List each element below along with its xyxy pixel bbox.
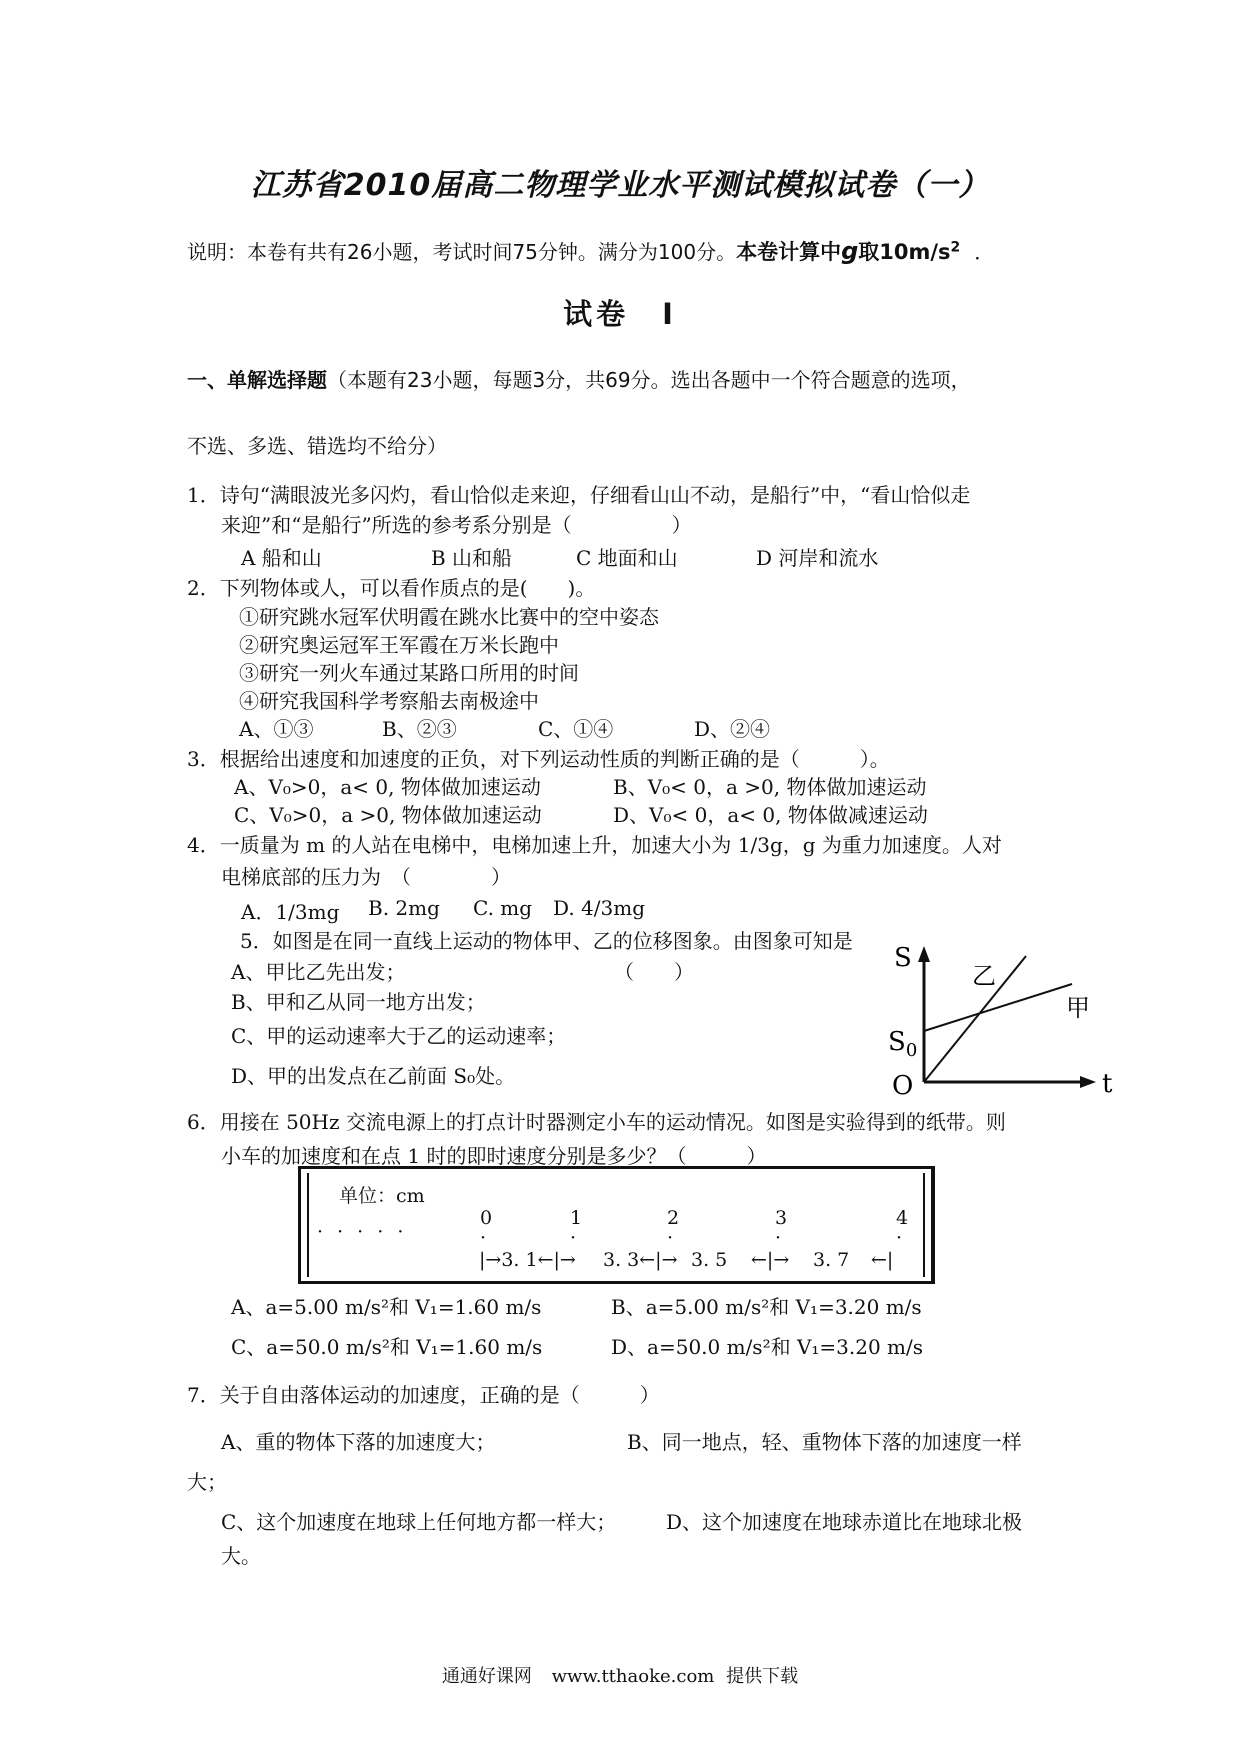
tape-dot-3: · (775, 1227, 782, 1249)
footer-suffix: 提供下载 (726, 1666, 799, 1687)
q3-option-b: B、V₀< 0，a >0, 物体做加速运动 (613, 775, 927, 799)
q7-option-b-cont: 大； (187, 1470, 227, 1494)
graph-origin-label: O (892, 1071, 914, 1101)
q1-option-c: C 地面和山 (576, 546, 678, 570)
footer-url[interactable]: www.tthaoke.com (551, 1666, 715, 1687)
q5-option-d: D、甲的出发点在乙前面 S₀处。 (231, 1064, 516, 1088)
q4-option-d: D. 4/3mg (553, 896, 645, 920)
tape-point-4: 4 (896, 1207, 909, 1229)
q5-displacement-graph (880, 940, 1120, 1110)
q6-line2: 小车的加速度和在点 1 时的即时速度分别是多少？（ ） (221, 1144, 767, 1168)
tape-dot-1: · (570, 1227, 577, 1249)
graph-label-yi: 乙 (972, 962, 996, 990)
q6-option-a: A、a=5.00 m/s²和 V₁=1.60 m/s (231, 1295, 542, 1319)
q7-option-d: D、这个加速度在地球赤道比在地球北极 (666, 1510, 1023, 1534)
q6-line1: 6．用接在 50Hz 交流电源上的打点计时器测定小车的运动情况。如图是实验得到的纸带。则 (187, 1110, 1006, 1134)
section-heading-bold: 一、单解选择题 (187, 368, 327, 392)
q4-option-c: C. mg (473, 896, 533, 920)
section-heading (187, 364, 971, 393)
q5-answer-paren: （ ） (614, 960, 694, 984)
tape-segment-0-1: |→3. 1←|→ (479, 1249, 576, 1271)
q1-line2: 来迎”和“是船行”所选的参考系分别是（ ） (221, 513, 692, 537)
q7-option-b: B、同一地点，轻、重物体下落的加速度一样 (627, 1430, 1022, 1454)
instructions-plain: 说明：本卷有共有26小题，考试时间75分钟。满分为100分。 (187, 240, 737, 264)
paper-title: 江苏省2010届高二物理学业水平测试模拟试卷（一） (250, 168, 990, 203)
graph-s0-label: $S_0$ (888, 1027, 918, 1061)
tape-segment-1-2: 3. 3←|→ (603, 1249, 678, 1271)
q6-option-d: D、a=50.0 m/s²和 V₁=3.20 m/s (611, 1335, 924, 1359)
instructions-end: ． (974, 240, 995, 264)
q6-option-c: C、a=50.0 m/s²和 V₁=1.60 m/s (231, 1335, 543, 1359)
q2-stem: 2．下列物体或人，可以看作质点的是( )。 (187, 576, 596, 600)
q7-stem: 7．关于自由落体运动的加速度，正确的是（ ） (187, 1383, 660, 1407)
paper-part-title: 试卷 I (563, 297, 677, 331)
q1-option-d: D 河岸和流水 (756, 546, 879, 570)
q2-option-b: B、②③ (382, 717, 457, 741)
instructions-bold-a: 本卷计算中 (736, 240, 842, 264)
footer-site-name: 通通好课网 (441, 1666, 532, 1687)
q4-option-a: A．1/3mg (241, 900, 340, 924)
instructions-g: g (841, 237, 859, 265)
q1-option-b: B 山和船 (431, 546, 513, 570)
q2-option-a: A、①③ (239, 717, 314, 741)
q3-option-c: C、V₀>0，a >0, 物体做加速运动 (234, 803, 542, 827)
section-heading-cont: 不选、多选、错选均不给分） (187, 434, 447, 458)
q5-option-a: A、甲比乙先出发； (231, 960, 406, 984)
q5-option-c: C、甲的运动速率大于乙的运动速率； (231, 1024, 567, 1048)
tape-unit-label: 单位：cm (339, 1185, 425, 1207)
q2-item-3: ③研究一列火车通过某路口所用的时间 (239, 661, 579, 685)
q2-item-2: ②研究奥运冠军王军霞在万米长跑中 (239, 633, 559, 657)
tape-segment-end: ←| (871, 1249, 894, 1271)
instructions-sup: 2 (950, 239, 961, 256)
q1-option-a: A 船和山 (241, 546, 322, 570)
q2-option-d: D、②④ (694, 717, 771, 741)
tape-dot-2: · (667, 1227, 674, 1249)
tape-dots-left: · · · · · (317, 1221, 408, 1243)
instructions-bold-b: 取10m/s (858, 240, 951, 264)
q2-option-c: C、①④ (538, 717, 614, 741)
q6-option-b: B、a=5.00 m/s²和 V₁=3.20 m/s (611, 1295, 922, 1319)
q2-item-4: ④研究我国科学考察船去南极途中 (239, 689, 539, 713)
q2-item-1: ①研究跳水冠军伏明霞在跳水比赛中的空中姿态 (239, 605, 659, 629)
q4-option-b: B. 2mg (368, 896, 440, 920)
q1-line1: 1．诗句“满眼波光多闪灼，看山恰似走来迎，仔细看山山不动，是船行”中，“看山恰似走 (187, 483, 971, 507)
graph-y-label: S (894, 943, 912, 973)
tape-segment-3-mark: ←|→ (751, 1249, 790, 1271)
q7-option-d-cont: 大。 (221, 1544, 261, 1568)
paper-tape-figure (298, 1166, 935, 1284)
page-footer (0, 1662, 1240, 1688)
q3-stem: 3．根据给出速度和加速度的正负，对下列运动性质的判断正确的是（ ）。 (187, 747, 890, 771)
q3-option-d: D、V₀< 0，a< 0, 物体做减速运动 (613, 803, 928, 827)
q7-option-c: C、这个加速度在地球上任何地方都一样大； (221, 1510, 617, 1534)
tape-segment-3-4: 3. 7 (813, 1249, 850, 1271)
tape-dot-4: · (896, 1227, 903, 1249)
graph-x-label: t (1102, 1069, 1113, 1099)
exam-instructions (187, 236, 994, 266)
q4-line1: 4．一质量为 m 的人站在电梯中，电梯加速上升，加速大小为 1/3g，g 为重力加速度。人对 (187, 833, 1002, 857)
q3-option-a: A、V₀>0，a< 0, 物体做加速运动 (234, 775, 541, 799)
graph-x-arrow (1080, 1076, 1096, 1088)
tape-point-1: 1 (570, 1207, 583, 1229)
tape-point-2: 2 (667, 1207, 680, 1229)
graph-label-jia: 甲 (1066, 994, 1090, 1022)
tape-dot-0: · (480, 1227, 487, 1249)
q5-option-b: B、甲和乙从同一地方出发； (231, 990, 486, 1014)
q7-option-a: A、重的物体下落的加速度大； (221, 1430, 496, 1454)
tape-segment-2-3: 3. 5 (691, 1249, 728, 1271)
q5-stem: 5．如图是在同一直线上运动的物体甲、乙的位移图象。由图象可知是 (240, 929, 853, 953)
graph-y-arrow (918, 946, 930, 962)
tape-point-3: 3 (775, 1207, 788, 1229)
section-heading-rule: （本题有23小题，每题3分，共69分。选出各题中一个符合题意的选项， (327, 368, 971, 392)
q4-line2: 电梯底部的压力为 （ ） (221, 865, 511, 889)
tape-point-0: 0 (480, 1207, 493, 1229)
